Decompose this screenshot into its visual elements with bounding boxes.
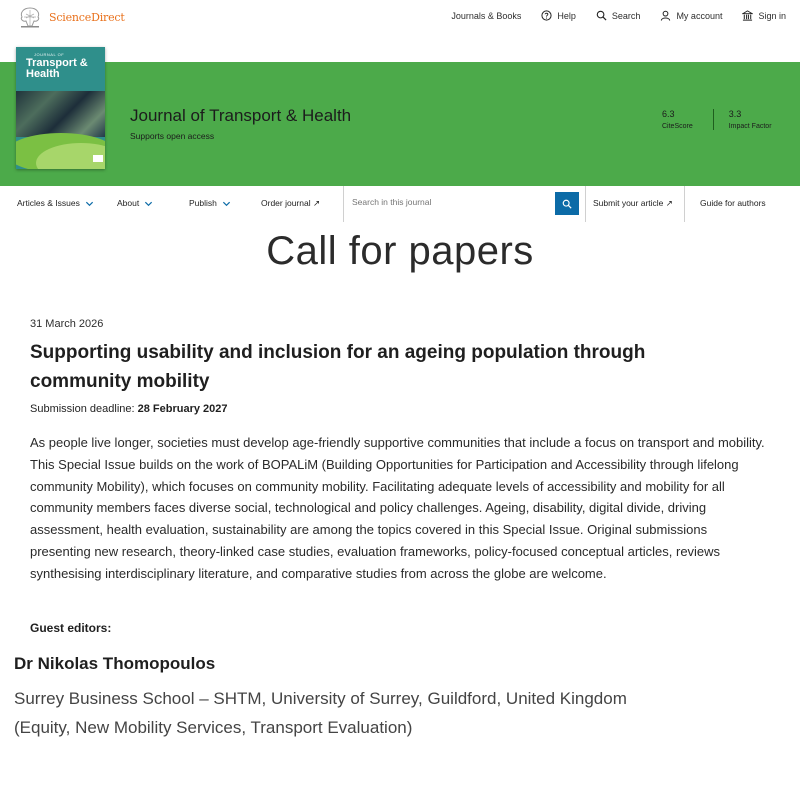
cover-journal-of: JOURNAL OF (34, 52, 65, 57)
journals-books-link[interactable] (451, 11, 521, 21)
cover-publisher-badge (93, 155, 103, 162)
deadline-label: Submission deadline: (30, 403, 138, 415)
call-description: As people live longer, societies must develop age-friendly supportive communities that include a focus on transport and mobility. This Special Issue builds on the work of BOPALiM (Building Opportunities for Participation and Accessibility through lifelong community Mobility), which focuses on community mobility. Facilitating adequate levels of accessibility and mobility for all community members faces diverse social, technological and policy challenges. Ageing, disability, digital divide, driving assessment, health evaluation, sustainability are among the topics covered in this Special Issue. Original submissions presenting new research, theory-linked case studies, evaluation frameworks, policy-focused conceptual articles, reviews synthesising interdisciplinary literature, and comparative studies from across the globe are welcome. (30, 435, 765, 581)
help-label: Help (557, 10, 576, 21)
journals-books-label: Journals & Books (451, 10, 522, 21)
editor-focus: (Equity, New Mobility Services, Transport Evaluation) (14, 718, 413, 737)
editor-details (14, 684, 627, 742)
deadline-value: 28 February 2027 (137, 403, 228, 415)
sign-in-link[interactable] (742, 10, 786, 21)
help-link[interactable] (541, 10, 576, 21)
open-access-note: Supports open access (130, 131, 215, 141)
top-bar (0, 0, 800, 62)
journal-cover[interactable] (16, 47, 105, 169)
guest-editors-label: Guest editors: (30, 621, 112, 635)
journal-search-input[interactable] (352, 197, 547, 207)
journal-banner (0, 62, 800, 186)
publish-date: 31 March 2026 (30, 318, 104, 330)
editor-affiliation: Surrey Business School – SHTM, University of Surrey, Guildford, United Kingdom (14, 689, 627, 708)
journal-search-button[interactable] (555, 192, 579, 215)
journal-metrics (662, 109, 772, 130)
publish-label: Publish (189, 198, 217, 208)
search-link[interactable] (596, 10, 641, 21)
editor-name: Dr Nikolas Thomopoulos (14, 654, 216, 673)
my-account-link[interactable] (660, 10, 722, 21)
guide-authors-link[interactable] (700, 198, 766, 208)
journal-search (343, 186, 586, 222)
publish-menu[interactable] (189, 198, 231, 208)
impact-factor-metric[interactable] (713, 109, 772, 130)
submit-article-link[interactable] (593, 198, 673, 209)
page-heading: Call for papers (266, 229, 534, 273)
help-icon (541, 10, 552, 21)
impact-factor-label: Impact Factor (728, 123, 772, 130)
guide-authors-label: Guide for authors (700, 198, 766, 208)
submit-article-label: Submit your article ↗ (593, 198, 673, 208)
chevron-down-icon (144, 199, 153, 208)
citescore-value: 6.3 (662, 109, 675, 119)
chevron-down-icon (222, 199, 231, 208)
order-journal-link[interactable] (261, 198, 320, 209)
journal-title[interactable]: Journal of Transport & Health (130, 106, 352, 125)
sciencedirect-logo[interactable] (17, 6, 125, 28)
articles-issues-label: Articles & Issues (17, 198, 80, 208)
sign-in-label: Sign in (758, 10, 786, 21)
search-icon (596, 10, 607, 21)
order-journal-label: Order journal ↗ (261, 198, 321, 208)
search-label: Search (611, 10, 641, 21)
about-menu[interactable] (117, 198, 153, 208)
brand-name: ScienceDirect (49, 10, 125, 24)
institution-icon (742, 10, 753, 21)
citescore-metric[interactable] (662, 109, 713, 130)
user-icon (660, 10, 671, 21)
cover-photo (16, 91, 105, 137)
citescore-label: CiteScore (662, 123, 693, 130)
impact-factor-value: 3.3 (728, 109, 742, 119)
about-label: About (117, 198, 140, 208)
chevron-down-icon (85, 199, 94, 208)
submission-deadline (30, 403, 228, 415)
journal-nav (0, 186, 800, 222)
elsevier-tree-icon (17, 6, 43, 28)
call-title: Supporting usability and inclusion for an ageing population through community mobility (30, 342, 646, 392)
search-button-icon (562, 199, 572, 209)
articles-issues-menu[interactable] (17, 198, 94, 208)
cover-title: Transport & Health (26, 57, 88, 80)
top-nav (431, 10, 786, 21)
my-account-label: My account (676, 10, 723, 21)
nav-divider (684, 186, 685, 222)
